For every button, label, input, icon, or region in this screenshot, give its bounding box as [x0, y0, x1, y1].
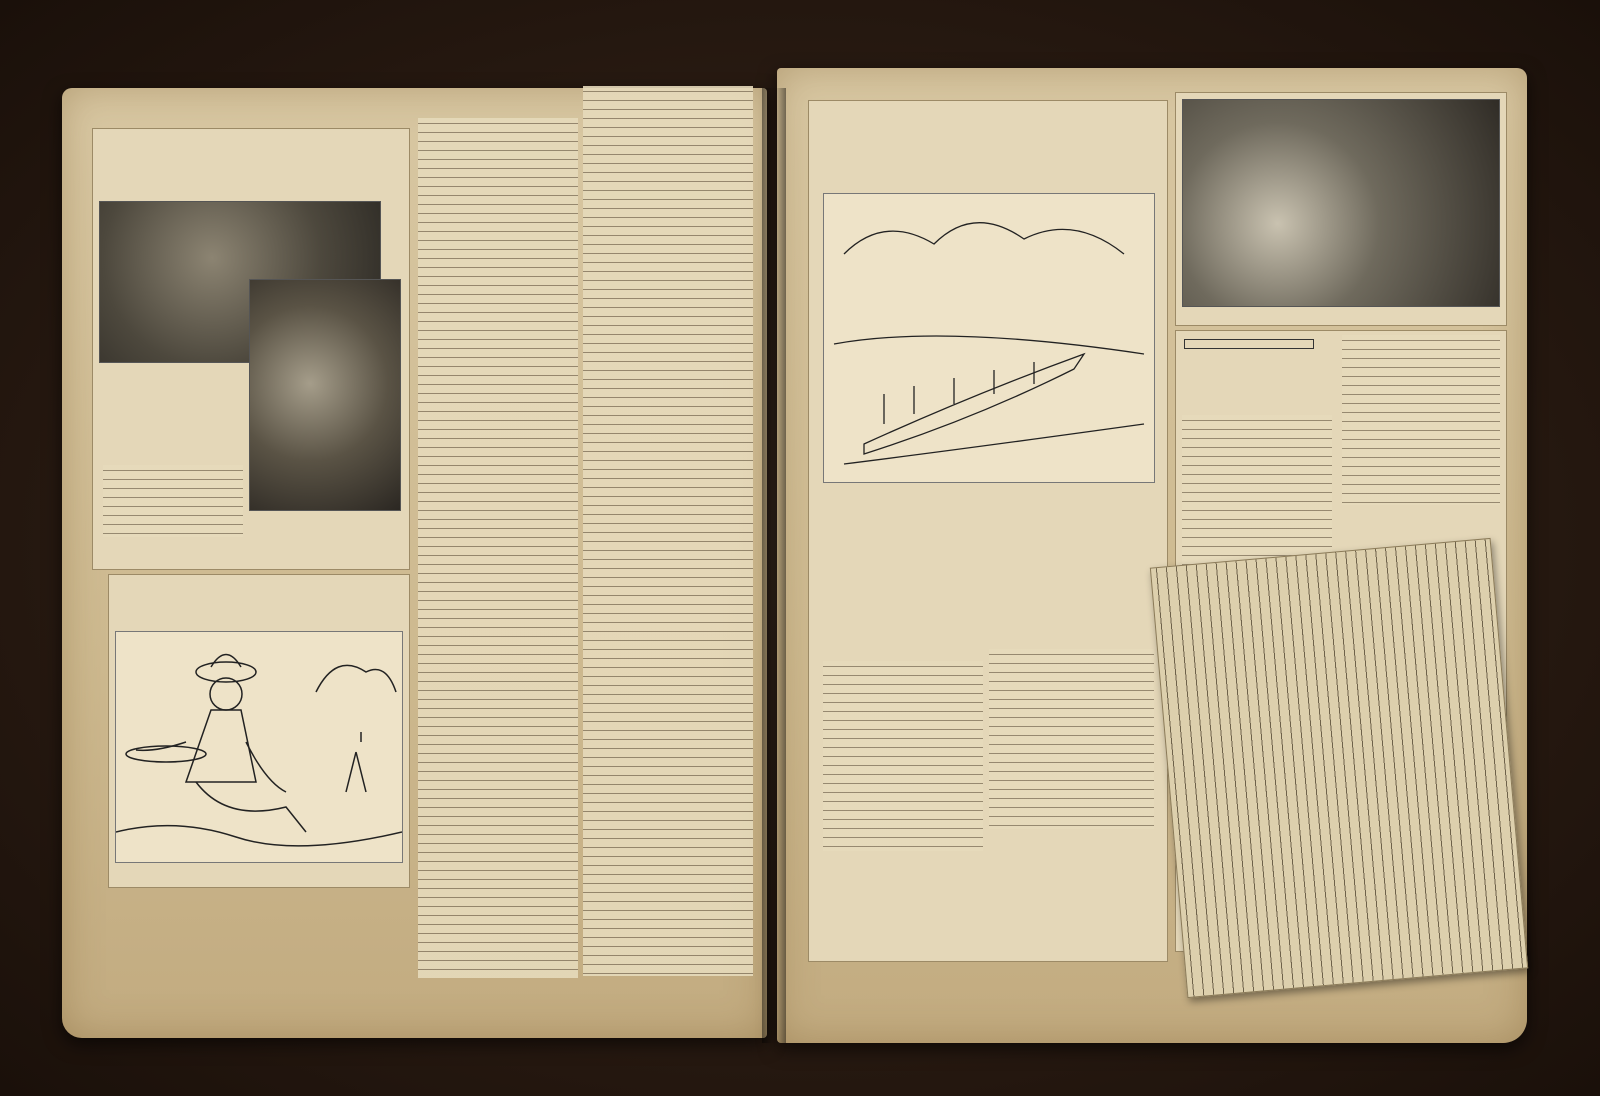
left-article-clipping	[92, 128, 410, 570]
water-ripple	[844, 424, 1144, 464]
tree	[316, 665, 396, 692]
market-photo	[1182, 99, 1500, 307]
right-article-col1	[823, 661, 983, 851]
right-article-clipping	[808, 100, 1168, 962]
gold-panner-drawing	[116, 632, 402, 862]
gold-panner-sketch	[115, 631, 403, 863]
left-column-2	[583, 86, 753, 976]
radio-listing-clipping	[1150, 538, 1528, 998]
market-photo-clipping	[1175, 92, 1507, 326]
river-bank-far	[834, 336, 1144, 354]
hat-brim	[196, 662, 256, 682]
hat-crown	[211, 655, 241, 668]
legs	[196, 782, 306, 832]
gold-pan	[126, 746, 206, 762]
book-gutter	[762, 88, 786, 1043]
canoe-sketch	[823, 193, 1155, 483]
left-column-1	[418, 118, 578, 978]
jungle-canopy	[844, 223, 1124, 254]
canoe-drawing	[824, 194, 1154, 482]
left-intro-text	[103, 465, 243, 537]
continuation-col2	[1342, 335, 1500, 505]
box-headline	[1184, 339, 1314, 349]
arm-right	[246, 742, 286, 792]
paddlers	[884, 362, 1034, 424]
torso	[186, 710, 256, 782]
distant-figure	[346, 732, 366, 792]
head	[210, 678, 242, 710]
river-bank	[116, 826, 402, 846]
right-article-col2	[989, 649, 1154, 829]
left-sketch-clipping	[108, 574, 410, 888]
canoe	[864, 354, 1084, 454]
napo-home-photo	[249, 279, 401, 511]
